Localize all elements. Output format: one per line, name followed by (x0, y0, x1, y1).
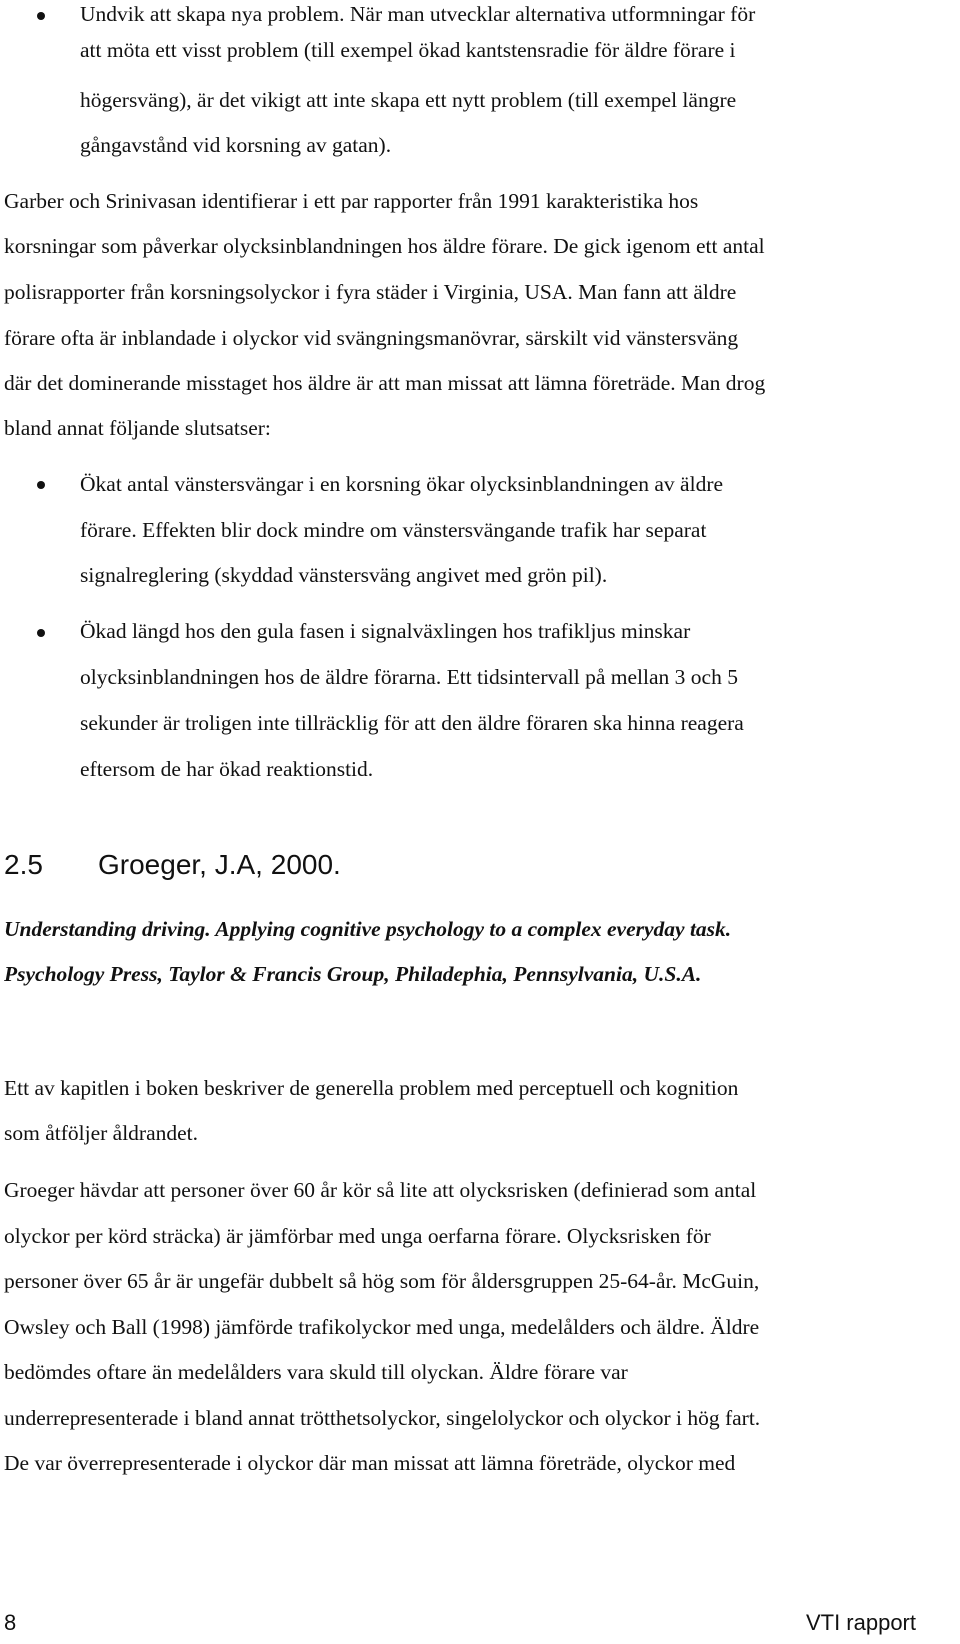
bullet-2-line-4: eftersom de har ökad reaktionstid. (80, 757, 374, 781)
para-garber-line-6: bland annat följande slutsatser: (4, 416, 271, 440)
bullet-top-line-3: högersväng), är det vikigt att inte skapa ett nytt problem (till exempel längre (80, 88, 737, 112)
para-groeger-line-5: bedömdes oftare än medelålders vara skuld till olyckan. Äldre förare var (4, 1360, 628, 1384)
para-garber-line-5: där det dominerande misstaget hos äldre är att man missat att lämna företräde. Man drog (4, 371, 766, 395)
para-chapter-line-2: som åtföljer åldrandet. (4, 1121, 199, 1145)
bullet-top-line-1: Undvik att skapa nya problem. När man utvecklar alternativa utformningar för (80, 2, 756, 26)
section-title: Groeger, J.A, 2000. (98, 849, 341, 880)
bullet-marker (37, 481, 45, 489)
section-heading (4, 848, 404, 882)
bullet-1-line-3: signalreglering (skyddad vänstersväng angivet med grön pil). (80, 563, 608, 587)
bullet-1-line-1: Ökat antal vänstersvängar i en korsning ökar olycksinblandningen av äldre (80, 472, 724, 496)
section-number: 2.5 (4, 849, 43, 880)
bullet-top-line-4: gångavstånd vid korsning av gatan). (80, 133, 392, 157)
para-garber-line-1: Garber och Srinivasan identifierar i ett par rapporter från 1991 karakteristika hos (4, 189, 699, 213)
reference-line-2: Psychology Press, Taylor & Francis Group, Philadephia, Pennsylvania, U.S.A. (4, 962, 702, 986)
para-groeger-line-3: personer över 65 år är ungefär dubbelt så hög som för åldersgruppen 25-64-år. McGuin, (4, 1269, 760, 1293)
para-garber-line-3: polisrapporter från korsningsolyckor i fyra städer i Virginia, USA. Man fann att äldre (4, 280, 737, 304)
bullet-2-line-1: Ökad längd hos den gula fasen i signalväxlingen hos trafikljus minskar (80, 619, 691, 643)
bullet-1-line-2: förare. Effekten blir dock mindre om vänstersvängande trafik har separat (80, 518, 707, 542)
para-groeger-line-2: olyckor per körd sträcka) är jämförbar med unga oerfarna förare. Olycksrisken för (4, 1224, 711, 1248)
para-groeger-line-7: De var överrepresenterade i olyckor där man missat att lämna företräde, olyckor med (4, 1451, 736, 1475)
para-garber-line-4: förare ofta är inblandade i olyckor vid svängningsmanövrar, särskilt vid vänstersväng (4, 326, 739, 350)
para-groeger-line-4: Owsley och Ball (1998) jämförde trafikolyckor med unga, medelålders och äldre. Äldre (4, 1315, 760, 1339)
para-groeger-line-6: underrepresenterade i bland annat trötthetsolyckor, singelolyckor och olyckor i hög fart. (4, 1406, 761, 1430)
bullet-2-line-3: sekunder är troligen inte tillräcklig för att den äldre föraren ska hinna reagera (80, 711, 744, 735)
para-groeger-line-1: Groeger hävdar att personer över 60 år kör så lite att olycksrisken (definierad som antal (4, 1178, 757, 1202)
bullet-top-line-2: att möta ett visst problem (till exempel ökad kantstensradie för äldre förare i (80, 38, 736, 62)
bullet-marker (37, 12, 45, 20)
page-number: 8 (4, 1610, 17, 1635)
para-garber-line-2: korsningar som påverkar olycksinblandningen hos äldre förare. De gick igenom ett antal (4, 234, 765, 258)
bullet-marker (37, 629, 45, 637)
para-chapter-line-1: Ett av kapitlen i boken beskriver de generella problem med perceptuell och kognition (4, 1076, 739, 1100)
reference-line-1: Understanding driving. Applying cognitive psychology to a complex everyday task. (4, 917, 732, 941)
bullet-2-line-2: olycksinblandningen hos de äldre förarna. Ett tidsintervall på mellan 3 och 5 (80, 665, 738, 689)
footer-publisher: VTI rapport (805, 1610, 916, 1635)
